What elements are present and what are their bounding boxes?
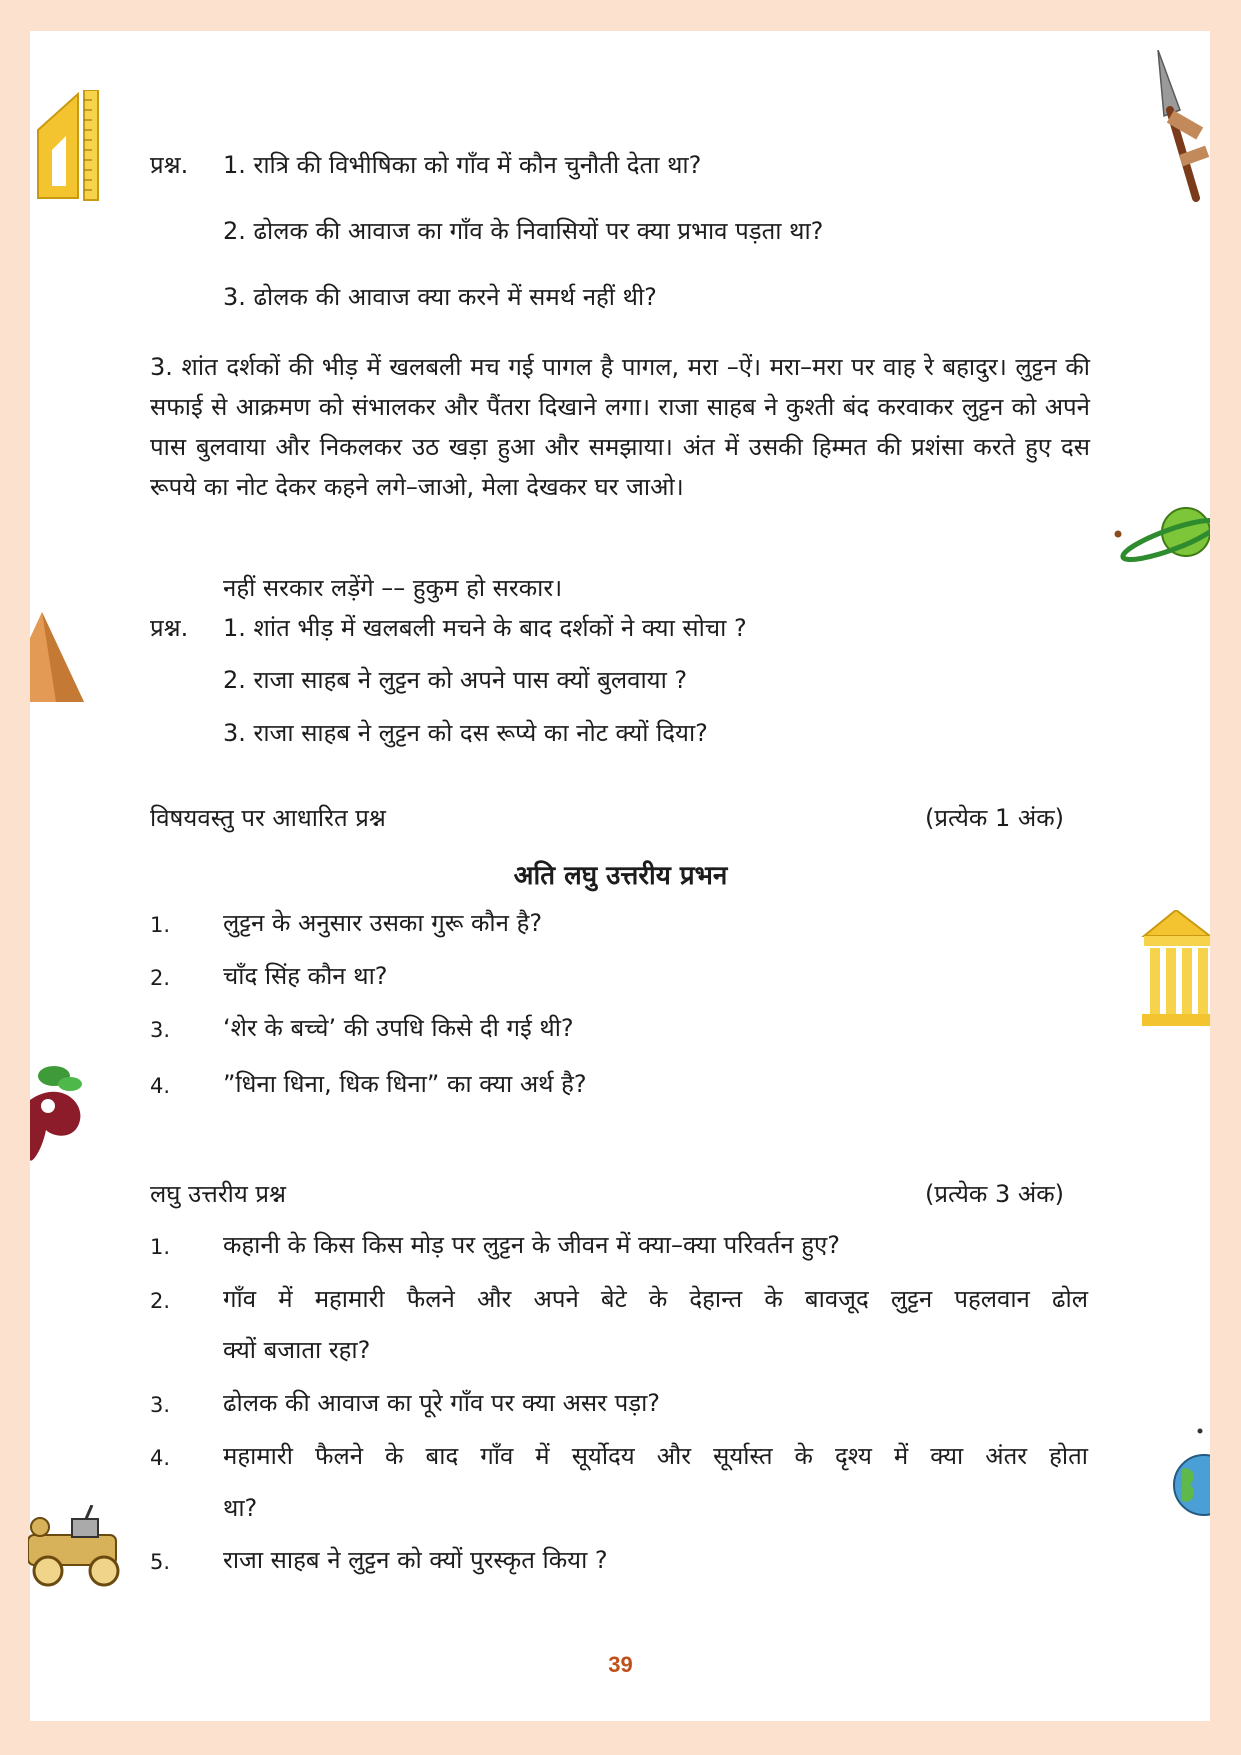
question-2: 2. ढोलक की आवाज का गाँव के निवासियों पर क्या प्रभाव पड़ता था? [223,217,824,245]
section-heading: विषयवस्तु पर आधारित प्रश्न [150,804,386,832]
list-item: कहानी के किस किस मोड़ पर लुट्टन के जीवन में क्या–क्या परिवर्तन हुए? [223,1231,841,1259]
list-item: गाँव में महामारी फैलने और अपने बेटे के देहान्त के बावजूद लुट्टन पहलवान ढोल [223,1285,1088,1313]
globe-icon [1168,1425,1210,1525]
item-number: 5. [150,1550,171,1574]
item-number: 1. [150,913,171,937]
item-number: 3. [150,1393,171,1417]
pyramid-icon [30,612,86,704]
question-1: 1. शांत भीड़ में खलबली मचने के बाद दर्शकों ने क्या सोचा ? [223,614,747,642]
question-2: 2. राजा साहब ने लुट्टन को अपने पास क्यों बुलवाया ? [223,666,688,694]
planet-icon [1110,500,1210,570]
marks-note: (प्रत्येक 1 अंक) [925,804,1064,832]
page-number: 39 [608,1652,633,1677]
question-3: 3. ढोलक की आवाज क्या करने में समर्थ नहीं थी? [223,283,657,311]
question-3: 3. राजा साहब ने लुट्टन को दस रूप्ये का नोट क्यों दिया? [223,719,708,747]
item-number: 4. [150,1074,171,1098]
item-number: 2. [150,966,171,990]
question-label: प्रश्न. [150,614,189,642]
passage-line: नहीं सरकार लड़ेंगे –– हुकुम हो सरकार। [223,574,563,602]
list-item: चाँद सिंह कौन था? [223,962,388,990]
passage-text: 3. शांत दर्शकों की भीड़ में खलबली मच गई पागल है पागल, मरा –ऐं। मरा–मरा पर वाह रे बहादुर। लुट्टन की सफाई से आक्रमण को संभालकर और पैंतरा दिखाने लगा। राजा साहब ने कुश्ती बंद करवाकर लुट्टन को अपने पास बुलवाया और निकलकर उठ खड़ा हुआ और समझाया। अंत में उसकी हिम्मत की प्रशंसा करते हुए दस रूपये का नोट देकर कहने लगे–जाओ, मेला देखकर घर जाओ। [150,353,1091,501]
question-label: प्रश्न. [150,151,189,179]
section-title: अति लघु उत्तरीय प्रभन [513,861,728,891]
greek-temple-icon [1140,910,1210,1028]
question-1: 1. रात्रि की विभीषिका को गाँव में कौन चुनौती देता था? [223,151,702,179]
list-item: ढोलक की आवाज का पूरे गाँव पर क्या असर पड़ा? [223,1389,661,1417]
item-number: 3. [150,1018,171,1042]
list-item: ‘शेर के बच्चे’ की उपधि किसे दी गई थी? [223,1014,574,1042]
fruit-icon [28,1060,88,1166]
list-item: लुट्टन के अनुसार उसका गुरू कौन है? [223,909,543,937]
spear-icon [1150,50,1210,202]
item-number: 2. [150,1289,171,1313]
section-heading: लघु उत्तरीय प्रश्न [150,1180,287,1208]
list-item: राजा साहब ने लुट्टन को क्यों पुरस्कृत किया ? [223,1546,608,1574]
marks-note: (प्रत्येक 3 अंक) [925,1180,1064,1208]
list-item-continuation: क्यों बजाता रहा? [223,1336,371,1364]
item-number: 4. [150,1446,171,1470]
item-number: 1. [150,1235,171,1259]
ruler-triangle-icon [30,90,102,202]
list-item-continuation: था? [223,1494,258,1522]
cannon-icon [28,1505,126,1587]
list-item: महामारी फैलने के बाद गाँव में सूर्योदय और सूर्यास्त के दृश्य में क्या अंतर होता [223,1442,1088,1470]
list-item: ”धिना धिना, धिक धिना” का क्या अर्थ है? [223,1070,587,1098]
